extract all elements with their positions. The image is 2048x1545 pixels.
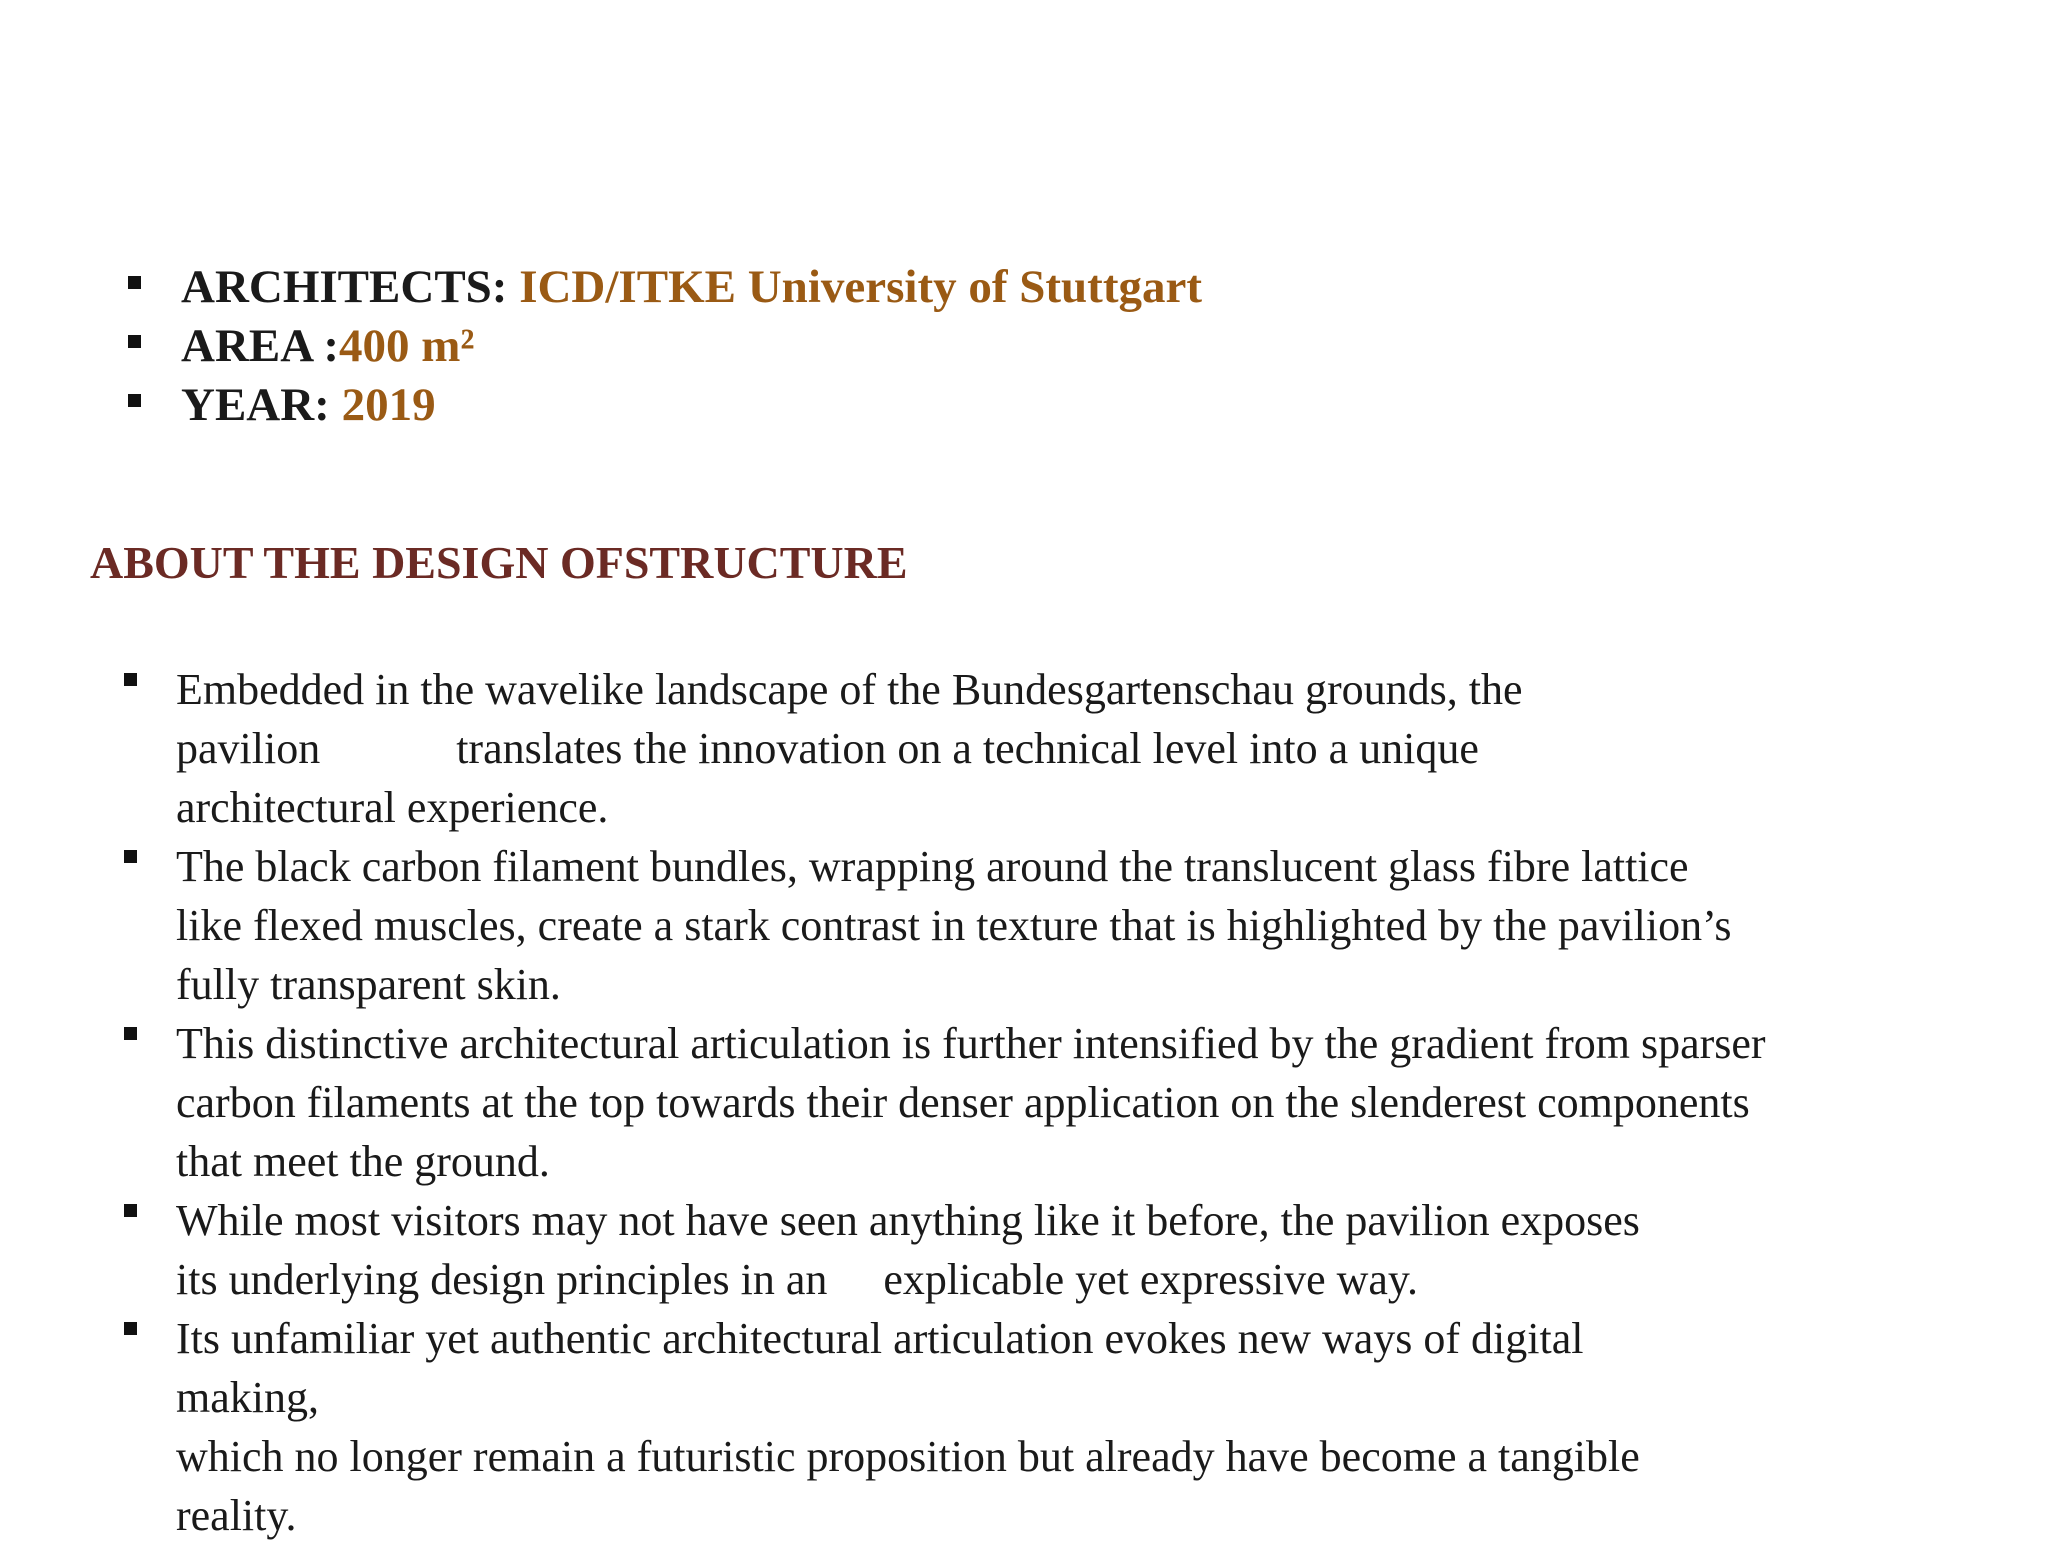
text-line: The black carbon filament bundles, wrapping around the translucent glass fibre lattice	[176, 842, 1689, 891]
square-bullet-icon	[128, 276, 141, 289]
text-line: carbon filaments at the top towards their denser application on the slenderest components	[176, 1078, 1750, 1127]
square-bullet-icon	[124, 1204, 137, 1217]
text-fragment: pavilion	[176, 724, 321, 773]
text-line	[176, 719, 2000, 778]
text-line	[176, 1250, 2000, 1309]
text-line: fully transparent skin.	[176, 960, 561, 1009]
description-point	[120, 837, 2000, 1014]
text-fragment: its underlying design principles in an	[176, 1255, 828, 1304]
square-bullet-icon	[128, 394, 141, 407]
square-bullet-icon	[124, 850, 137, 863]
project-facts-list	[124, 258, 1202, 435]
text-line: While most visitors may not have seen anything like it before, the pavilion exposes	[176, 1196, 1640, 1245]
square-bullet-icon	[128, 335, 141, 348]
description-point	[120, 1191, 2000, 1309]
text-line: architectural experience.	[176, 783, 609, 832]
text-line: Embedded in the wavelike landscape of the Bundesgartenschau grounds, the	[176, 665, 1523, 714]
text-line: reality.	[176, 1491, 297, 1540]
description-point	[120, 660, 2000, 837]
text-line: like flexed muscles, create a stark contrast in texture that is highlighted by the pavilion’s	[176, 901, 1732, 950]
text-line: Its unfamiliar yet authentic architectural articulation evokes new ways of digital	[176, 1314, 1584, 1363]
square-bullet-icon	[124, 1027, 137, 1040]
square-bullet-icon	[124, 1322, 137, 1335]
year-value: 2019	[341, 379, 436, 431]
text-line: that meet the ground.	[176, 1137, 550, 1186]
fact-year	[124, 376, 1202, 435]
text-line: which no longer remain a futuristic proposition but already have become a tangible	[176, 1432, 1640, 1481]
description-point	[120, 1014, 2000, 1191]
section-heading: ABOUT THE DESIGN OFSTRUCTURE	[90, 537, 908, 588]
text-line: This distinctive architectural articulation is further intensified by the gradient from sparser	[176, 1019, 1766, 1068]
text-fragment: explicable yet expressive way.	[883, 1255, 1419, 1304]
text-line: making,	[176, 1373, 319, 1422]
fact-architects	[124, 258, 1202, 317]
fact-area	[124, 317, 1202, 376]
text-fragment: translates the innovation on a technical level into a unique	[456, 724, 1479, 773]
description-point	[120, 1309, 2000, 1545]
architects-label: ARCHITECTS:	[181, 261, 520, 313]
area-label: AREA :	[181, 320, 339, 372]
area-value: 400 m²	[338, 320, 475, 372]
design-description-list	[120, 660, 2000, 1545]
square-bullet-icon	[124, 673, 137, 686]
year-label: YEAR:	[181, 379, 342, 431]
architects-value: ICD/ITKE University of Stuttgart	[519, 261, 1202, 313]
